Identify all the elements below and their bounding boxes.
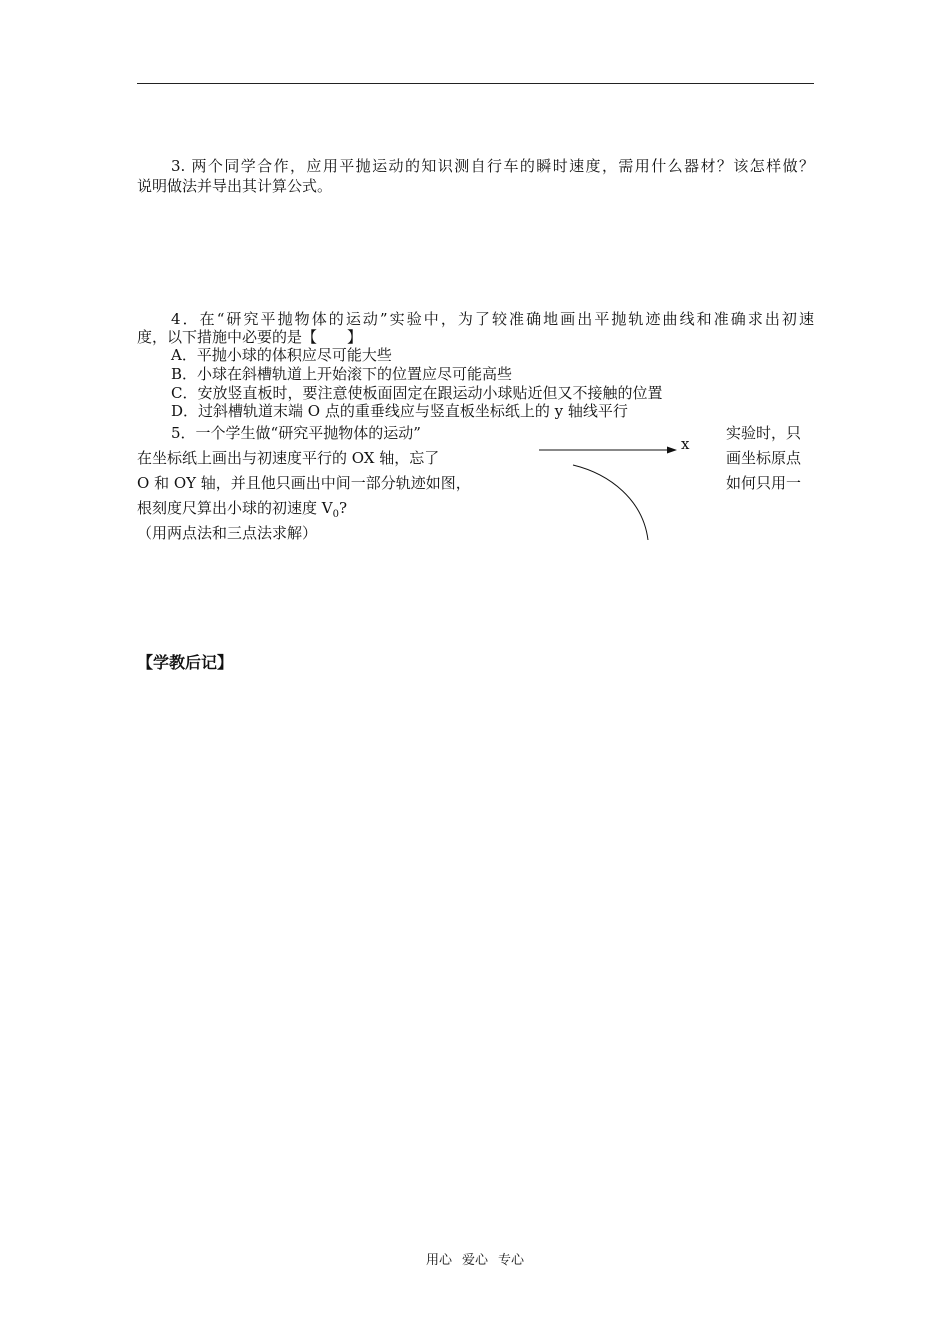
q5-line-1-left: 5．一个学生做“研究平抛物体的运动” xyxy=(171,424,421,442)
q4-option-c: C．安放竖直板时，要注意使板面固定在跟运动小球贴近但又不接触的位置 xyxy=(171,384,663,402)
q5-line-2-left: 在坐标纸上画出与初速度平行的 OX 轴，忘了 xyxy=(137,449,440,467)
q4-option-d: D．过斜槽轨道末端 O 点的重垂线应与竖直板坐标纸上的 y 轴线平行 xyxy=(171,402,628,420)
q5-line-3-left: O 和 OY 轴，并且他只画出中间一部分轨迹如图， xyxy=(137,474,471,492)
q5-line-3-right: 如何只用一 xyxy=(726,474,802,492)
q5-line-4 xyxy=(137,499,347,524)
q4-option-a: A．平抛小球的体积应尽可能大些 xyxy=(171,346,392,364)
q5-line-4-end: ? xyxy=(338,499,348,517)
q5-note: （用两点法和三点法求解） xyxy=(137,524,318,542)
q4-line-2: 度，以下措施中必要的是【 】 xyxy=(137,328,363,346)
q5-v0-subscript: 0 xyxy=(332,509,339,520)
page-footer xyxy=(0,1249,950,1268)
header-rule xyxy=(137,83,814,84)
trajectory-curve xyxy=(573,465,648,540)
q3-line-1: 3. 两个同学合作，应用平抛运动的知识测自行车的瞬时速度，需用什么器材？该怎样做？ xyxy=(171,157,814,175)
section-heading: 【学教后记】 xyxy=(137,653,234,672)
footer-word-2: 爱心 xyxy=(461,1253,488,1268)
q5-line-2-right: 画坐标原点 xyxy=(726,449,802,467)
ox-axis-arrowhead xyxy=(667,447,677,454)
q4-option-b: B．小球在斜槽轨道上开始滚下的位置应尽可能高些 xyxy=(171,365,513,383)
q5-line-1-right: 实验时，只 xyxy=(726,424,802,442)
footer-word-1: 用心 xyxy=(425,1253,452,1268)
ox-axis-label: x xyxy=(681,435,690,453)
q5-line-4-text: 根刻度尺算出小球的初速度 V xyxy=(137,499,333,517)
q3-line-2: 说明做法并导出其计算公式。 xyxy=(137,177,333,195)
footer-word-3: 专心 xyxy=(498,1253,525,1268)
q4-line-1: 4．在“研究平抛物体的运动”实验中，为了较准确地画出平抛轨迹曲线和准确求出初速 xyxy=(171,310,814,328)
trajectory-figure xyxy=(530,430,700,545)
